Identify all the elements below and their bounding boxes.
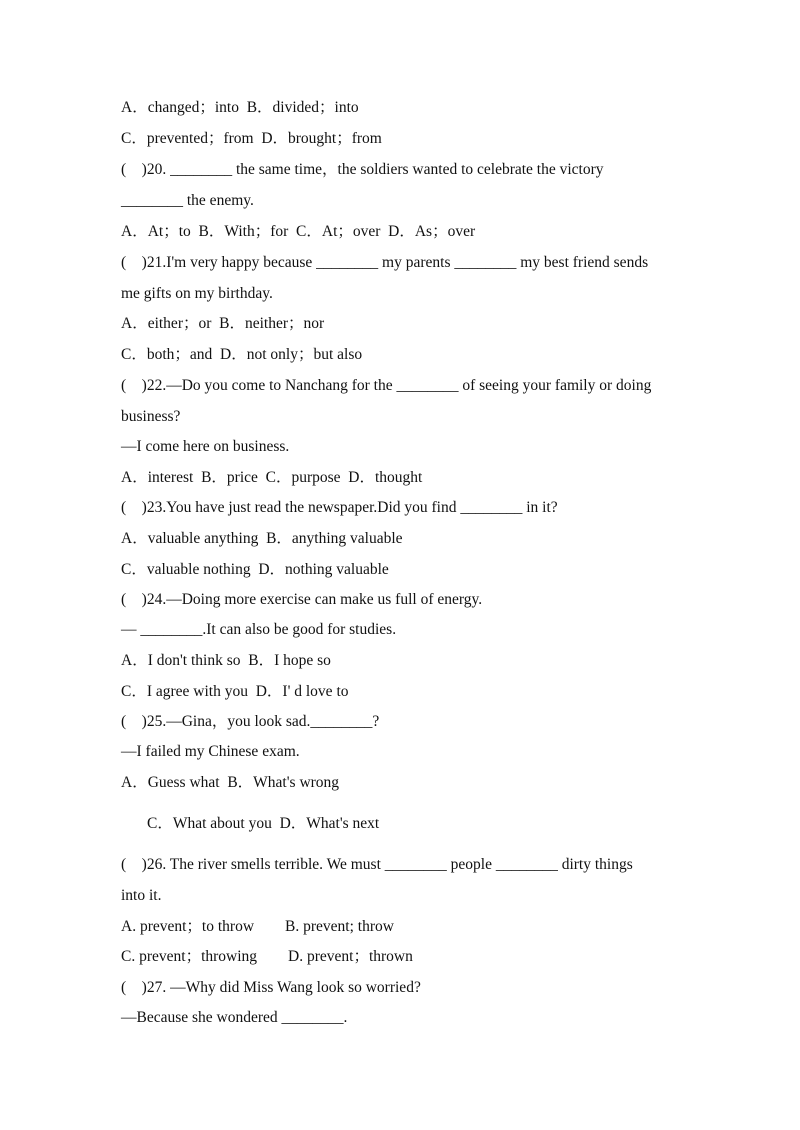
q24-reply: — ________.It can also be good for studies. — [121, 621, 397, 638]
q20-stem: ( )20. ________ the same time，the soldiers wanted to celebrate the victory — [121, 161, 604, 178]
q21-options-cd: C．both；and D．not only；but also — [121, 346, 363, 363]
q21-options-ab: A．either；or B．neither；nor — [121, 315, 325, 332]
q24-options-cd: C．I agree with you D．I' d love to — [121, 683, 349, 700]
q20-options: A．At；to B．With；for C．At；over D．As；over — [121, 223, 476, 240]
q21-stem-cont: me gifts on my birthday. — [121, 285, 273, 302]
q26-options-cd: C. prevent；throwing D. prevent；thrown — [121, 948, 413, 965]
q27-reply: —Because she wondered ________. — [121, 1009, 348, 1026]
q20-stem-cont: ________ the enemy. — [121, 192, 254, 209]
q25-options-ab: A．Guess what B．What's wrong — [121, 774, 340, 791]
q19-options-ab: A．changed；into B．divided；into — [121, 99, 359, 116]
q25-stem: ( )25.—Gina，you look sad.________? — [121, 713, 380, 730]
q23-options-cd: C．valuable nothing D．nothing valuable — [121, 561, 389, 578]
q23-stem: ( )23.You have just read the newspaper.Did you find ________ in it? — [121, 499, 558, 516]
q22-reply: —I come here on business. — [121, 438, 290, 455]
q26-stem: ( )26. The river smells terrible. We must ________ people ________ dirty things — [121, 856, 633, 873]
q27-stem: ( )27. —Why did Miss Wang look so worried? — [121, 979, 421, 996]
q24-stem: ( )24.—Doing more exercise can make us full of energy. — [121, 591, 483, 608]
q24-options-ab: A．I don't think so B．I hope so — [121, 652, 331, 669]
q22-stem-cont: business? — [121, 408, 181, 425]
q22-options: A．interest B．price C．purpose D．thought — [121, 469, 423, 486]
q19-options-cd: C．prevented；from D．brought；from — [121, 130, 382, 147]
q26-stem-cont: into it. — [121, 887, 162, 904]
q25-options-cd: C．What about you D．What's next — [147, 815, 380, 832]
q22-stem: ( )22.—Do you come to Nanchang for the ________ of seeing your family or doing — [121, 377, 652, 394]
q23-options-ab: A．valuable anything B．anything valuable — [121, 530, 403, 547]
q25-reply: —I failed my Chinese exam. — [121, 743, 300, 760]
q26-options-ab: A. prevent；to throw B. prevent; throw — [121, 918, 394, 935]
q21-stem: ( )21.I'm very happy because ________ my parents ________ my best friend sends — [121, 254, 649, 271]
